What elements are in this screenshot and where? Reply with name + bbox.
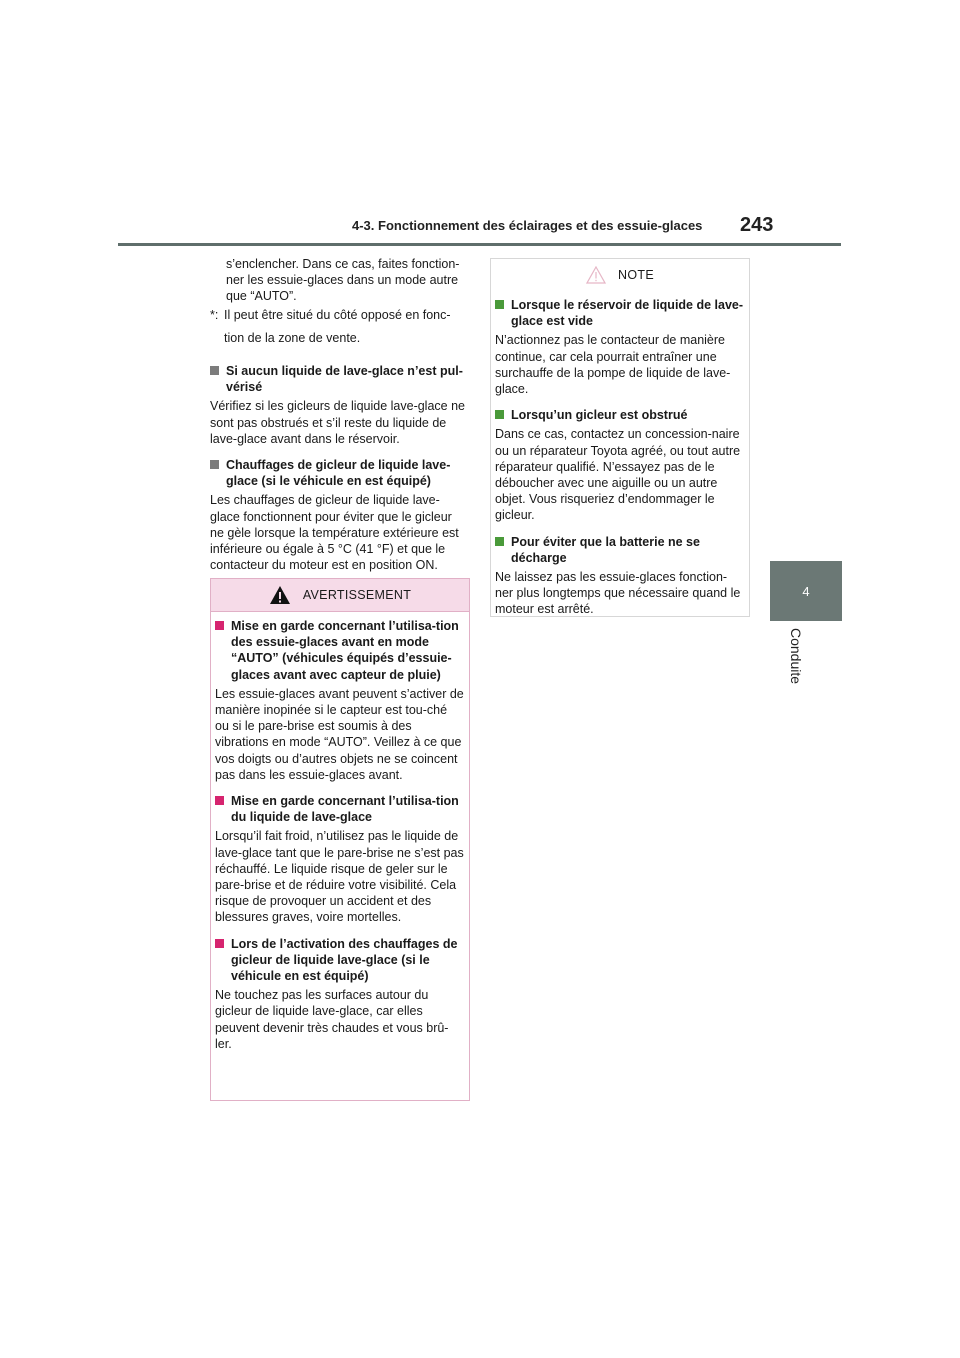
square-bullet-icon: [495, 537, 504, 546]
warning-box: [210, 578, 470, 1101]
chapter-number: 4: [802, 583, 810, 599]
page-number: 243: [740, 214, 774, 236]
square-bullet-icon: [495, 300, 504, 309]
intro-text: s’enclencher. Dans ce cas, faites fonction-ner les essuie-glaces dans un mode autre que “AUTO”.: [226, 257, 460, 304]
footnote-mark: *:: [210, 307, 219, 322]
note-section-body: Ne laissez pas les essuie-glaces fonction-ner plus longtemps que nécessaire quand le moteur est arrêté.: [495, 570, 741, 617]
square-bullet-icon: [215, 796, 224, 805]
warning-title: AVERTISSEMENT: [302, 587, 412, 602]
note-title: NOTE: [618, 267, 654, 282]
chapter-tab[interactable]: [770, 561, 842, 621]
footnote-line: Il peut être situé du côté opposé en fonc-: [224, 307, 451, 322]
square-bullet-icon: [495, 410, 504, 419]
square-bullet-icon: [215, 939, 224, 948]
warning-section-heading: [215, 618, 464, 683]
chapter-label: Conduite: [788, 628, 804, 685]
note-heading-text: Lorsqu’un gicleur est obstrué: [511, 408, 688, 423]
warning-heading-text: Mise en garde concernant l’utilisa-tion des essuie-glaces avant en mode “AUTO” (véhicules équipés d’essuie-glaces avant avec capteur de pluie): [231, 619, 459, 682]
note-box: [490, 258, 750, 617]
footnote-line: tion de la zone de vente.: [224, 330, 361, 345]
note-section-heading: [495, 407, 744, 423]
left-column: [210, 256, 468, 573]
square-bullet-icon: [210, 366, 219, 375]
square-bullet-icon: [210, 460, 219, 469]
note-header: [491, 259, 749, 291]
warning-header: [211, 579, 469, 612]
warning-section-body: Les essuie-glaces avant peuvent s’activer de manière inopinée si le capteur est tou-ché ou si le pare-brise est soumis à des vibrations en mode “AUTO”. Veillez à ce que vos doigts ou d’autres objets ne se coincent pas dans les essuie-glaces avant.: [215, 686, 464, 782]
section-body: Vérifiez si les gicleurs de liquide lave-glace ne sont pas obstrués et s’il reste du liquide de lave-glace avant dans le réservoir.: [210, 399, 465, 446]
warning-triangle-icon: [269, 585, 291, 605]
warning-heading-text: Lors de l’activation des chauffages de gicleur de liquide lave-glace (si le véhicule en est équipé): [231, 936, 458, 984]
section-heading-text: Chauffages de gicleur de liquide lave-glace (si le véhicule en est équipé): [226, 458, 451, 489]
warning-section-body: Lorsqu’il fait froid, n’utilisez pas le liquide de lave-glace tant que le pare-brise ne s’est pas réchauffé. Le liquide risque de geler sur le pare-brise et de réduire votre visibilité. Cela risque de provoquer un accident et des blessures graves, voire mortelles.: [215, 829, 464, 925]
note-heading-text: Pour éviter que la batterie ne se décharge: [511, 534, 700, 565]
square-bullet-icon: [215, 621, 224, 630]
note-heading-text: Lorsque le réservoir de liquide de lave-glace est vide: [511, 298, 744, 329]
section-title: 4-3. Fonctionnement des éclairages et des essuie-glaces: [352, 218, 703, 233]
note-section-body: N’actionnez pas le contacteur de manière continue, car cela pourrait entraîner une surchauffe de la pompe de liquide de lave-glace.: [495, 333, 731, 397]
note-section-heading: [495, 534, 744, 566]
section-body: Les chauffages de gicleur de liquide lave-glace fonctionnent pour éviter que le gicleur ne gèle lorsque la température extérieure est inférieure ou égale à 5 °C (41 °F) et que le contacteur du moteur est en position ON.: [210, 493, 459, 573]
note-section-body: Dans ce cas, contactez un concession-naire ou un réparateur Toyota agréé, ou tout autre réparateur qualifié. N’essayez pas de le déboucher avec une aiguille ou un autre objet. Vous risqueriez d’endommager le gicleur.: [495, 427, 741, 523]
section-heading-text: Si aucun liquide de lave-glace n’est pul-vérisé: [226, 364, 463, 395]
warning-heading-text: Mise en garde concernant l’utilisa-tion du liquide de lave-glace: [231, 794, 459, 825]
warning-section-heading: [215, 936, 464, 985]
caution-triangle-icon: [586, 266, 606, 284]
header-divider: [118, 243, 841, 246]
footnote: [210, 307, 468, 353]
section-heading: [210, 363, 468, 395]
warning-section-heading: [215, 793, 464, 825]
warning-section-body: Ne touchez pas les surfaces autour du gicleur de liquide lave-glace, car elles peuvent devenir très chaudes et vous brû-ler.: [215, 988, 449, 1051]
section-heading: [210, 457, 468, 489]
note-section-heading: [495, 297, 744, 329]
